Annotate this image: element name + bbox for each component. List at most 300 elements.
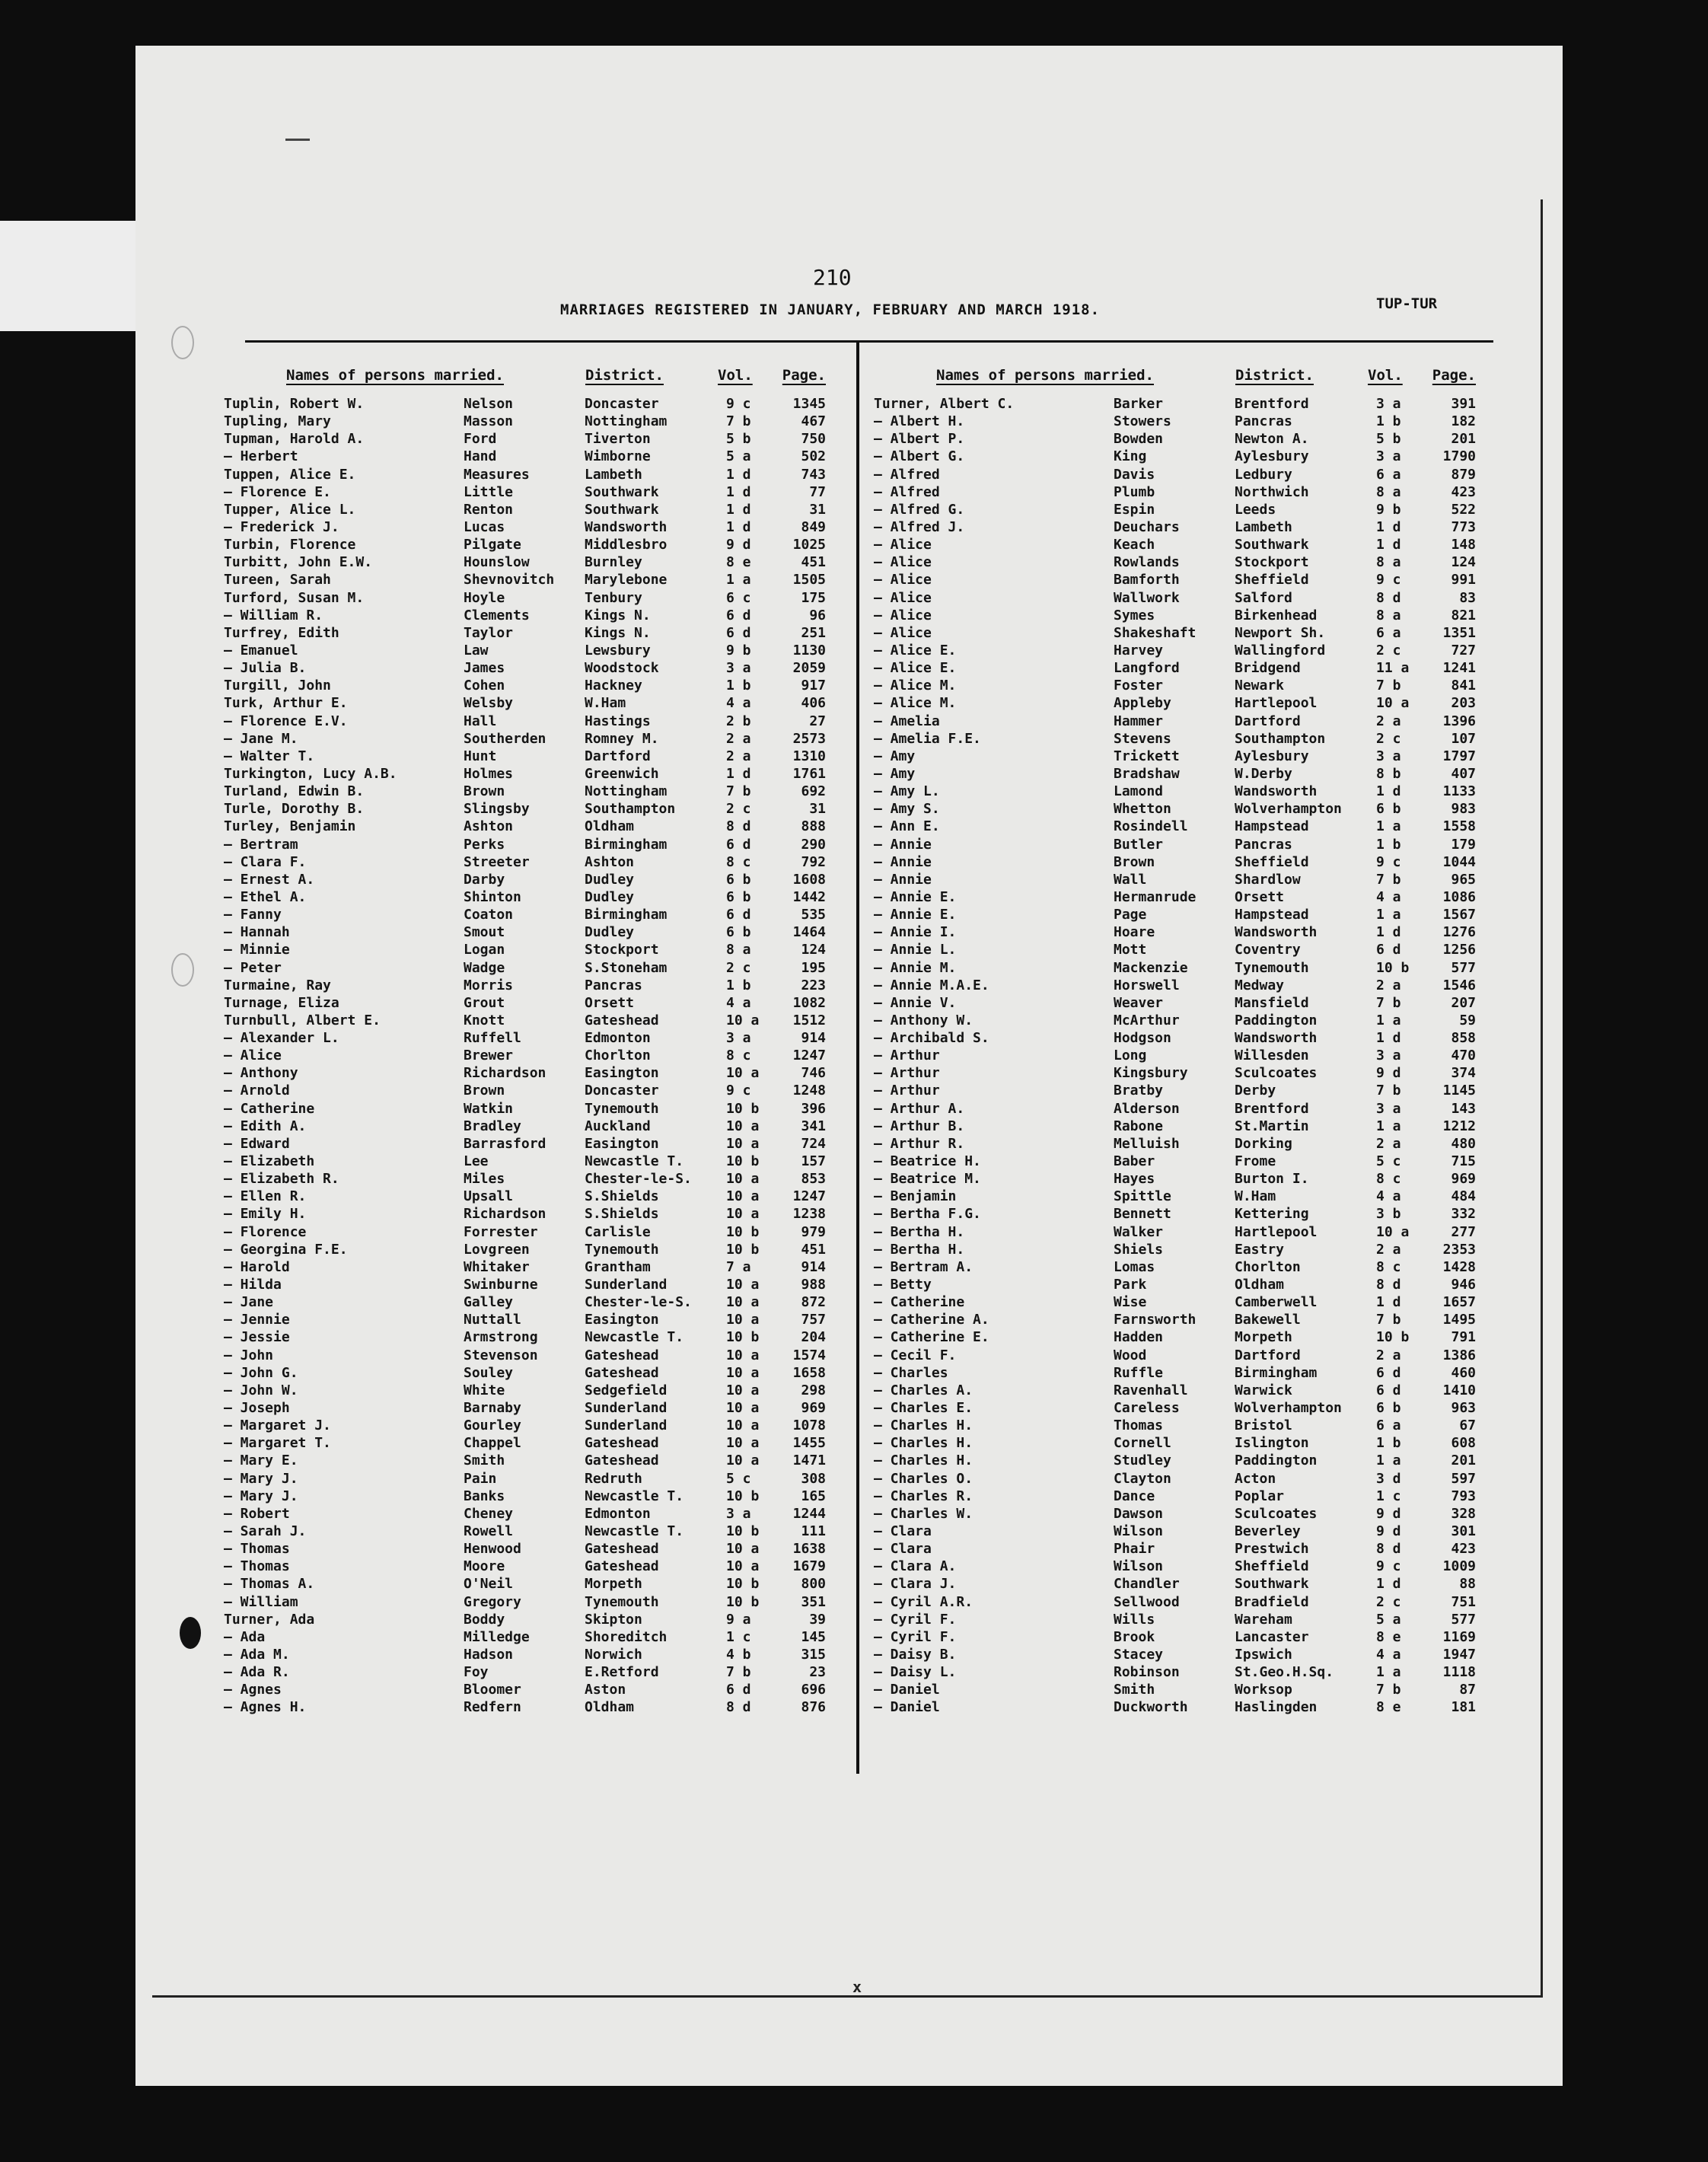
entry-page: 1351 (1442, 624, 1476, 641)
entry-page: 451 (801, 1241, 826, 1258)
entry-spouse-surname: Hoyle (464, 589, 505, 606)
entry-district: Derby (1235, 1083, 1276, 1099)
entry-page: 724 (801, 1135, 826, 1152)
entry-name: — Arthur (874, 1065, 940, 1082)
entry-page: 1428 (1442, 1258, 1476, 1275)
entry-district: Morpeth (585, 1576, 642, 1593)
entry-page: 207 (1451, 994, 1476, 1011)
entry-spouse-surname: Perks (464, 836, 505, 853)
entry-district: Greenwich (585, 765, 659, 782)
entry-spouse-surname: Hermanrude (1114, 888, 1197, 905)
entry-name: — Walter T. (224, 748, 315, 764)
entry-spouse-surname: Phair (1114, 1541, 1155, 1558)
entry-page: 743 (801, 466, 826, 483)
entry-page: 914 (801, 1258, 826, 1275)
entry-name: — Ada (224, 1628, 266, 1645)
entry-page: 1495 (1442, 1312, 1476, 1328)
entry-spouse-surname: Hodgson (1114, 1030, 1171, 1047)
entry-district: Oldham (585, 1699, 635, 1716)
entry-volume: 6 d (726, 907, 751, 923)
entry-page: 1471 (792, 1452, 826, 1469)
entry-page: 351 (801, 1593, 826, 1610)
entry-district: S.Stoneham (585, 959, 668, 976)
entry-spouse-surname: Law (464, 642, 489, 658)
entry-district: S.Shields (585, 1188, 659, 1205)
entry-spouse-surname: Swinburne (464, 1277, 538, 1293)
entry-page: 31 (809, 501, 826, 518)
entry-district: Sedgefield (585, 1382, 668, 1398)
entry-spouse-surname: Henwood (464, 1541, 521, 1558)
entry-spouse-surname: Taylor (464, 624, 514, 641)
entry-page: 965 (1451, 871, 1476, 888)
entry-page: 858 (1451, 1030, 1476, 1047)
entry-volume: 1 d (1376, 1576, 1401, 1593)
entry-district: Oldham (585, 818, 635, 835)
entry-volume: 1 a (1376, 907, 1401, 923)
entry-page: 1505 (792, 572, 826, 588)
entry-name: Turford, Susan M. (224, 589, 365, 606)
entry-name: — Alfred G. (874, 501, 965, 518)
entry-spouse-surname: Darby (464, 871, 505, 888)
entry-spouse-surname: Chandler (1114, 1576, 1180, 1593)
entry-page: 1455 (792, 1435, 826, 1452)
entry-name: — Georgina F.E. (224, 1241, 348, 1258)
entry-name: — Margaret J. (224, 1417, 331, 1434)
entry-name: — Jessie (224, 1329, 290, 1346)
entry-volume: 6 d (726, 836, 751, 853)
entry-district: Tynemouth (585, 1100, 659, 1117)
entry-district: Lancaster (1235, 1628, 1309, 1645)
scan-mark (285, 139, 310, 141)
entry-name: — Herbert (224, 448, 298, 465)
entry-volume: 1 a (1376, 1664, 1401, 1681)
entry-district: Newcastle T. (585, 1329, 684, 1346)
entry-name: — Hannah (224, 924, 290, 941)
entry-spouse-surname: Galley (464, 1294, 514, 1311)
entry-district: Skipton (585, 1611, 642, 1628)
entry-name: — Mary J. (224, 1488, 298, 1504)
entry-name: — Thomas (224, 1558, 290, 1575)
entry-name: Turk, Arthur E. (224, 695, 348, 712)
entry-volume: 9 d (1376, 1505, 1401, 1522)
entry-spouse-surname: Bowden (1114, 431, 1164, 448)
entry-spouse-surname: Walker (1114, 1223, 1164, 1240)
entry-district: Newark (1235, 678, 1285, 694)
entry-page: 39 (809, 1611, 826, 1628)
entry-district: Southwark (585, 501, 659, 518)
entry-page: 1078 (792, 1417, 826, 1434)
entry-volume: 6 b (726, 888, 751, 905)
entry-page: 1638 (792, 1541, 826, 1558)
entry-page: 124 (801, 942, 826, 958)
entry-district: Gateshead (585, 1435, 659, 1452)
entry-district: Hackney (585, 678, 642, 694)
entry-volume: 3 a (1376, 448, 1401, 465)
entry-page: 1247 (792, 1048, 826, 1064)
entry-volume: 1 a (1376, 1012, 1401, 1028)
punch-hole (180, 1617, 201, 1649)
entry-spouse-surname: Rosindell (1114, 818, 1188, 835)
entry-page: 182 (1451, 413, 1476, 430)
entry-spouse-surname: Renton (464, 501, 514, 518)
entry-page: 1276 (1442, 924, 1476, 941)
page-number: 210 (813, 265, 852, 290)
entry-spouse-surname: Barnaby (464, 1400, 521, 1417)
entry-name: — Alice M. (874, 695, 957, 712)
entry-spouse-surname: Upsall (464, 1188, 514, 1205)
entry-spouse-surname: Miles (464, 1171, 505, 1188)
entry-volume: 9 d (1376, 1523, 1401, 1539)
entry-volume: 8 b (1376, 765, 1401, 782)
entry-name: — Agnes H. (224, 1699, 307, 1716)
entry-spouse-surname: Southerden (464, 730, 546, 747)
entry-district: Bradfield (1235, 1593, 1309, 1610)
entry-spouse-surname: Thomas (1114, 1417, 1164, 1434)
entry-name: — Arthur (874, 1083, 940, 1099)
entry-spouse-surname: Grout (464, 994, 505, 1011)
entry-spouse-surname: Duckworth (1114, 1699, 1188, 1716)
entry-page: 204 (801, 1329, 826, 1346)
entry-volume: 9 c (726, 396, 751, 412)
entry-district: Stockport (585, 942, 659, 958)
entry-name: — Archibald S. (874, 1030, 989, 1047)
entry-name: — Alfred (874, 483, 940, 500)
entry-volume: 10 a (726, 1400, 760, 1417)
entry-page: 988 (801, 1277, 826, 1293)
entry-page: 792 (801, 853, 826, 870)
entry-name: Tuppen, Alice E. (224, 466, 356, 483)
entry-page: 1386 (1442, 1347, 1476, 1363)
entry-page: 23 (809, 1664, 826, 1681)
entry-spouse-surname: Banks (464, 1488, 505, 1504)
entry-page: 983 (1451, 801, 1476, 818)
entry-name: — Charles O. (874, 1470, 973, 1487)
entry-page: 1345 (792, 396, 826, 412)
entry-page: 328 (1451, 1505, 1476, 1522)
entry-name: — Annie (874, 853, 932, 870)
entry-name: — Peter (224, 959, 282, 976)
entry-page: 223 (801, 977, 826, 993)
entry-name: — Emanuel (224, 642, 298, 658)
entry-volume: 3 a (726, 1505, 751, 1522)
entry-page: 751 (1451, 1593, 1476, 1610)
entry-spouse-surname: Langford (1114, 660, 1180, 677)
entry-volume: 7 b (1376, 1083, 1401, 1099)
entry-spouse-surname: Spittle (1114, 1188, 1171, 1205)
entry-volume: 10 a (726, 1277, 760, 1293)
entry-spouse-surname: Pilgate (464, 537, 521, 553)
entry-spouse-surname: Cohen (464, 678, 505, 694)
entry-volume: 1 d (726, 466, 751, 483)
entry-volume: 5 c (1376, 1153, 1401, 1170)
entry-name: — Minnie (224, 942, 290, 958)
entry-spouse-surname: Long (1114, 1048, 1147, 1064)
entry-page: 696 (801, 1682, 826, 1698)
entry-page: 969 (1451, 1171, 1476, 1188)
entry-spouse-surname: Ravenhall (1114, 1382, 1188, 1398)
entry-spouse-surname: Wills (1114, 1611, 1155, 1628)
entry-spouse-surname: Whetton (1114, 801, 1171, 818)
entry-page: 821 (1451, 607, 1476, 623)
entry-page: 522 (1451, 501, 1476, 518)
entry-page: 1567 (1442, 907, 1476, 923)
entry-district: Prestwich (1235, 1541, 1309, 1558)
entry-name: — Alice E. (874, 660, 957, 677)
entry-district: Southwark (1235, 1576, 1309, 1593)
entry-spouse-surname: Logan (464, 942, 505, 958)
entry-page: 2353 (1442, 1241, 1476, 1258)
entry-district: Dartford (1235, 713, 1301, 729)
entry-page: 1310 (792, 748, 826, 764)
entry-volume: 9 c (726, 1083, 751, 1099)
entry-name: Tupman, Harold A. (224, 431, 365, 448)
entry-name: — Alice E. (874, 642, 957, 658)
entry-district: E.Retford (585, 1664, 659, 1681)
entry-volume: 1 d (1376, 537, 1401, 553)
entry-name: — Amy S. (874, 801, 940, 818)
entry-spouse-surname: Watkin (464, 1100, 514, 1117)
entry-name: — Agnes (224, 1682, 282, 1698)
entry-name: — Daisy L. (874, 1664, 957, 1681)
entry-volume: 5 a (726, 448, 751, 465)
entry-spouse-surname: Plumb (1114, 483, 1155, 500)
entry-name: — Arnold (224, 1083, 290, 1099)
entry-name: — Charles H. (874, 1417, 973, 1434)
entry-district: Gateshead (585, 1541, 659, 1558)
entry-district: Easington (585, 1065, 659, 1082)
entry-district: Dudley (585, 924, 635, 941)
entry-district: Wimborne (585, 448, 651, 465)
entry-district: Southampton (585, 801, 676, 818)
entry-volume: 1 d (1376, 1294, 1401, 1311)
entry-volume: 2 a (726, 748, 751, 764)
entry-page: 791 (1451, 1329, 1476, 1346)
entry-district: Worksop (1235, 1682, 1292, 1698)
entry-volume: 1 d (726, 765, 751, 782)
entry-volume: 6 a (1376, 1417, 1401, 1434)
entry-district: Sunderland (585, 1417, 668, 1434)
entry-district: Eastry (1235, 1241, 1285, 1258)
entry-page: 332 (1451, 1206, 1476, 1223)
entry-volume: 8 c (1376, 1258, 1401, 1275)
entry-volume: 1 d (726, 501, 751, 518)
entry-spouse-surname: Smout (464, 924, 505, 941)
entry-name: — Alice (874, 624, 932, 641)
entry-volume: 10 b (726, 1153, 760, 1170)
entry-name: — Mary E. (224, 1452, 298, 1469)
entry-page: 853 (801, 1171, 826, 1188)
entry-spouse-surname: Wall (1114, 871, 1147, 888)
entry-district: Coventry (1235, 942, 1301, 958)
entry-page: 143 (1451, 1100, 1476, 1117)
punch-hole (171, 953, 194, 987)
entry-volume: 7 b (1376, 1312, 1401, 1328)
entry-volume: 8 a (1376, 607, 1401, 623)
entry-page: 374 (1451, 1065, 1476, 1082)
entry-page: 111 (801, 1523, 826, 1539)
entry-district: Birmingham (1235, 1364, 1318, 1381)
entry-volume: 6 b (1376, 801, 1401, 818)
entry-district: Easington (585, 1312, 659, 1328)
entry-page: 470 (1451, 1048, 1476, 1064)
entry-spouse-surname: Slingsby (464, 801, 530, 818)
entry-name: — Amelia F.E. (874, 730, 981, 747)
entry-name: — Florence (224, 1223, 307, 1240)
entry-page: 195 (801, 959, 826, 976)
entry-page: 59 (1459, 1012, 1476, 1028)
entry-district: Newton A. (1235, 431, 1309, 448)
entry-district: Sheffield (1235, 853, 1309, 870)
entry-spouse-surname: Pain (464, 1470, 497, 1487)
entry-volume: 10 a (726, 1435, 760, 1452)
entry-district: Frome (1235, 1153, 1276, 1170)
entry-name: — Alexander L. (224, 1030, 339, 1047)
entry-page: 1657 (1442, 1294, 1476, 1311)
entry-district: St.Martin (1235, 1118, 1309, 1134)
entry-page: 715 (1451, 1153, 1476, 1170)
entry-name: — Jennie (224, 1312, 290, 1328)
entry-page: 175 (801, 589, 826, 606)
entry-district: Shoreditch (585, 1628, 668, 1645)
entry-volume: 7 b (1376, 678, 1401, 694)
entry-district: Newcastle T. (585, 1153, 684, 1170)
entry-page: 1679 (792, 1558, 826, 1575)
entry-volume: 3 a (1376, 1048, 1401, 1064)
entry-spouse-surname: Nelson (464, 396, 514, 412)
entry-district: Paddington (1235, 1452, 1318, 1469)
entry-page: 83 (1459, 589, 1476, 606)
entry-name: — Daniel (874, 1682, 940, 1698)
entry-district: Doncaster (585, 396, 659, 412)
entry-volume: 2 c (726, 959, 751, 976)
entry-name: — Cyril A.R. (874, 1593, 973, 1610)
entry-page: 841 (1451, 678, 1476, 694)
entry-spouse-surname: Alderson (1114, 1100, 1180, 1117)
entry-name: — Annie E. (874, 907, 957, 923)
entry-district: Stockport (1235, 554, 1309, 571)
entry-name: Tuplin, Robert W. (224, 396, 365, 412)
entry-page: 77 (809, 483, 826, 500)
entry-name: Tureen, Sarah (224, 572, 331, 588)
entry-volume: 5 c (726, 1470, 751, 1487)
page-border (152, 199, 1543, 1998)
entry-page: 145 (801, 1628, 826, 1645)
entry-district: Romney M. (585, 730, 659, 747)
entry-district: Gateshead (585, 1364, 659, 1381)
entry-district: Hampstead (1235, 907, 1309, 923)
entry-volume: 1 d (726, 518, 751, 535)
entry-volume: 8 c (1376, 1171, 1401, 1188)
entry-page: 991 (1451, 572, 1476, 588)
entry-volume: 9 d (1376, 1065, 1401, 1082)
entry-name: — Ann E. (874, 818, 940, 835)
entry-spouse-surname: Little (464, 483, 514, 500)
entry-spouse-surname: Weaver (1114, 994, 1164, 1011)
entry-district: Tenbury (585, 589, 642, 606)
entry-spouse-surname: Horswell (1114, 977, 1180, 993)
entry-name: Turland, Edwin B. (224, 783, 365, 800)
entry-volume: 2 c (1376, 642, 1401, 658)
entry-name: — Albert H. (874, 413, 965, 430)
entry-volume: 6 d (1376, 1364, 1401, 1381)
entry-page: 203 (1451, 695, 1476, 712)
entry-volume: 10 b (726, 1593, 760, 1610)
entry-name: — William R. (224, 607, 323, 623)
entry-spouse-surname: Ruffell (464, 1030, 521, 1047)
entry-volume: 8 e (726, 554, 751, 571)
entry-name: — John G. (224, 1364, 298, 1381)
entry-district: Gateshead (585, 1347, 659, 1363)
entry-spouse-surname: Streeter (464, 853, 530, 870)
entry-district: Redruth (585, 1470, 642, 1487)
entry-page: 451 (801, 554, 826, 571)
entry-name: — Benjamin (874, 1188, 957, 1205)
entry-name: — Joseph (224, 1400, 290, 1417)
entry-volume: 4 b (726, 1646, 751, 1663)
entry-district: Gateshead (585, 1558, 659, 1575)
entry-spouse-surname: Brewer (464, 1048, 514, 1064)
entry-page: 308 (801, 1470, 826, 1487)
entry-spouse-surname: Brown (464, 783, 505, 800)
header-names: Names of persons married. (936, 367, 1154, 384)
entry-volume: 2 a (1376, 713, 1401, 729)
entry-spouse-surname: Robinson (1114, 1664, 1180, 1681)
entry-name: — Bertram A. (874, 1258, 973, 1275)
entry-page: 577 (1451, 1611, 1476, 1628)
entry-page: 277 (1451, 1223, 1476, 1240)
entry-name: — Alice (874, 537, 932, 553)
entry-name: — Thomas A. (224, 1576, 315, 1593)
entry-name: — Clara (874, 1541, 932, 1558)
entry-name: — Fanny (224, 907, 282, 923)
entry-volume: 10 b (726, 1241, 760, 1258)
entry-spouse-surname: Hayes (1114, 1171, 1155, 1188)
entry-volume: 2 c (1376, 1593, 1401, 1610)
entry-volume: 6 b (726, 871, 751, 888)
entry-page: 88 (1459, 1576, 1476, 1593)
entry-name: — Annie M. (874, 959, 957, 976)
entry-district: Tiverton (585, 431, 651, 448)
entry-spouse-surname: Park (1114, 1277, 1147, 1293)
entry-district: Paddington (1235, 1012, 1318, 1028)
entry-district: Pancras (585, 977, 642, 993)
entry-district: Dartford (1235, 1347, 1301, 1363)
entry-district: Brentford (1235, 396, 1309, 412)
entry-name: Turfrey, Edith (224, 624, 339, 641)
entry-district: Southwark (585, 483, 659, 500)
entry-volume: 2 c (1376, 730, 1401, 747)
entry-district: Brentford (1235, 1100, 1309, 1117)
entry-name: — Alice (224, 1048, 282, 1064)
entry-district: Birmingham (585, 836, 668, 853)
entry-spouse-surname: Redfern (464, 1699, 521, 1716)
entry-district: Bristol (1235, 1417, 1292, 1434)
entry-spouse-surname: Moore (464, 1558, 505, 1575)
entry-volume: 10 a (726, 1382, 760, 1398)
entry-name: — Amy (874, 765, 916, 782)
entry-volume: 8 a (1376, 554, 1401, 571)
entry-spouse-surname: Rabone (1114, 1118, 1164, 1134)
entry-spouse-surname: Shevnovitch (464, 572, 555, 588)
header-vol: Vol. (1368, 367, 1403, 384)
entry-volume: 1 a (1376, 1452, 1401, 1469)
index-range: TUP-TUR (1376, 295, 1438, 312)
entry-spouse-surname: Symes (1114, 607, 1155, 623)
entry-page: 1464 (792, 924, 826, 941)
entry-district: W.Derby (1235, 765, 1292, 782)
entry-spouse-surname: Dawson (1114, 1505, 1164, 1522)
entry-volume: 1 c (726, 1628, 751, 1645)
